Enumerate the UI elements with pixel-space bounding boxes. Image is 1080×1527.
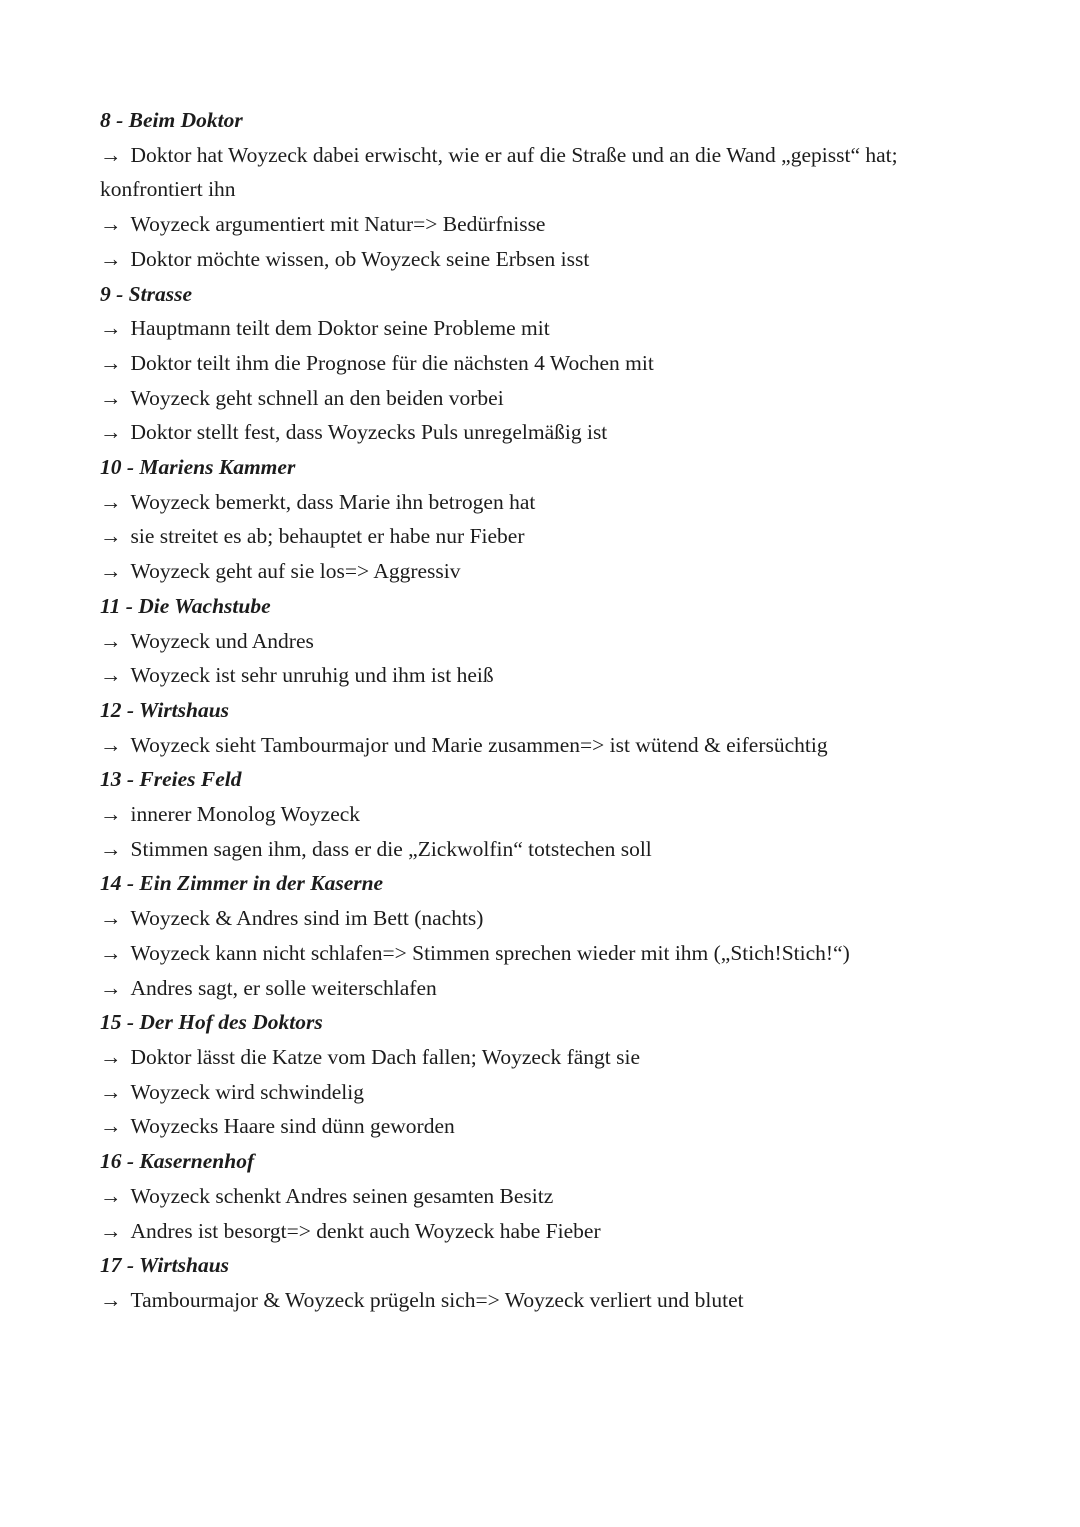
list-item (100, 485, 988, 520)
list-item (100, 311, 988, 346)
list-item (100, 1283, 988, 1318)
list-item-text: Doktor lässt die Katze vom Dach fallen; Woyzeck fängt sie (130, 1044, 641, 1069)
list-item (100, 901, 988, 936)
list-item (100, 415, 988, 450)
arrow-bullet-icon: → (100, 524, 122, 549)
section-heading: 14 - Ein Zimmer in der Kaserne (100, 871, 384, 896)
list-item-text: Woyzeck ist sehr unruhig und ihm ist heiß (130, 663, 494, 688)
list-item (100, 971, 988, 1006)
section-heading: 15 - Der Hof des Doktors (100, 1010, 323, 1035)
arrow-bullet-icon: → (100, 975, 122, 1000)
list-item-text: Woyzeck geht schnell an den beiden vorbei (130, 385, 504, 410)
list-item-text: Doktor hat Woyzeck dabei erwischt, wie er auf die Straße und an die Wand „gepisst“ hat; konfrontiert ihn (100, 142, 898, 202)
section-heading: 11 - Die Wachstube (100, 593, 271, 618)
list-item (100, 1040, 988, 1075)
list-item (100, 138, 988, 207)
arrow-bullet-icon: → (100, 142, 122, 167)
arrow-bullet-icon: → (100, 1044, 122, 1069)
list-item-text: Woyzeck sieht Tambourmajor und Marie zusammen=> ist wütend & eifersüchtig (130, 732, 828, 757)
arrow-bullet-icon: → (100, 1183, 122, 1208)
list-item-text: Stimmen sagen ihm, dass er die „Zickwolfin“ totstechen soll (130, 836, 652, 861)
arrow-bullet-icon: → (100, 1218, 122, 1243)
list-item-text: Woyzeck geht auf sie los=> Aggressiv (130, 559, 461, 584)
arrow-bullet-icon: → (100, 350, 122, 375)
list-item-text: Woyzecks Haare sind dünn geworden (130, 1114, 455, 1139)
list-item (100, 346, 988, 381)
arrow-bullet-icon: → (100, 802, 122, 827)
section-heading: 8 - Beim Doktor (100, 108, 243, 132)
section-heading: 10 - Mariens Kammer (100, 455, 296, 480)
list-item-text: Doktor teilt ihm die Prognose für die nächsten 4 Wochen mit (130, 350, 654, 375)
arrow-bullet-icon: → (100, 940, 122, 965)
list-item-text: Tambourmajor & Woyzeck prügeln sich=> Woyzeck verliert und blutet (130, 1287, 744, 1312)
list-item-text: Doktor möchte wissen, ob Woyzeck seine Erbsen isst (130, 246, 590, 271)
list-item-text: innerer Monolog Woyzeck (130, 802, 361, 827)
document-body (100, 103, 988, 1318)
list-item (100, 832, 988, 867)
list-item-text: Woyzeck schenkt Andres seinen gesamten Besitz (130, 1183, 554, 1208)
list-item (100, 519, 988, 554)
arrow-bullet-icon: → (100, 906, 122, 931)
list-item (100, 1214, 988, 1249)
list-item-text: Doktor stellt fest, dass Woyzecks Puls unregelmäßig ist (130, 420, 608, 445)
arrow-bullet-icon: → (100, 663, 122, 688)
arrow-bullet-icon: → (100, 559, 122, 584)
arrow-bullet-icon: → (100, 732, 122, 757)
arrow-bullet-icon: → (100, 212, 122, 237)
list-item (100, 728, 988, 763)
list-item-text: Woyzeck argumentiert mit Natur=> Bedürfnisse (130, 212, 546, 237)
arrow-bullet-icon: → (100, 836, 122, 861)
list-item (100, 1109, 988, 1144)
list-item-text: Woyzeck und Andres (130, 628, 314, 653)
arrow-bullet-icon: → (100, 420, 122, 445)
list-item-text: Woyzeck bemerkt, dass Marie ihn betrogen hat (130, 489, 536, 514)
section-heading: 16 - Kasernenhof (100, 1149, 255, 1174)
arrow-bullet-icon: → (100, 1079, 122, 1104)
section-heading: 9 - Strasse (100, 281, 192, 306)
list-item-text: Hauptmann teilt dem Doktor seine Probleme mit (130, 316, 550, 341)
list-item (100, 797, 988, 832)
section-heading: 13 - Freies Feld (100, 767, 242, 792)
arrow-bullet-icon: → (100, 246, 122, 271)
arrow-bullet-icon: → (100, 1287, 122, 1312)
arrow-bullet-icon: → (100, 385, 122, 410)
list-item-text: Andres sagt, er solle weiterschlafen (130, 975, 437, 1000)
arrow-bullet-icon: → (100, 316, 122, 341)
list-item (100, 936, 988, 971)
list-item-text: Andres ist besorgt=> denkt auch Woyzeck habe Fieber (130, 1218, 601, 1243)
list-item (100, 624, 988, 659)
arrow-bullet-icon: → (100, 1114, 122, 1139)
list-item-text: Woyzeck kann nicht schlafen=> Stimmen sprechen wieder mit ihm („Stich!Stich!“) (130, 940, 850, 965)
list-item-text: sie streitet es ab; behauptet er habe nur Fieber (130, 524, 525, 549)
list-item (100, 1179, 988, 1214)
list-item-text: Woyzeck & Andres sind im Bett (nachts) (130, 906, 484, 931)
list-item (100, 554, 988, 589)
list-item (100, 1075, 988, 1110)
list-item (100, 658, 988, 693)
section-heading: 12 - Wirtshaus (100, 697, 230, 722)
arrow-bullet-icon: → (100, 628, 122, 653)
list-item (100, 242, 988, 277)
arrow-bullet-icon: → (100, 489, 122, 514)
list-item (100, 381, 988, 416)
list-item (100, 207, 988, 242)
section-heading: 17 - Wirtshaus (100, 1253, 230, 1278)
list-item-text: Woyzeck wird schwindelig (130, 1079, 365, 1104)
